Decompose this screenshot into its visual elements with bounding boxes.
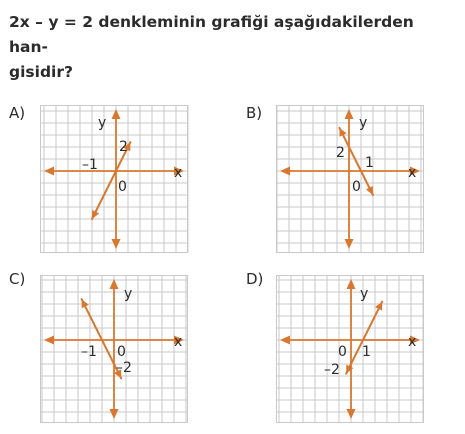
y-intercept-label: –2 — [324, 362, 340, 378]
y-axis-arrow-down — [110, 409, 119, 419]
grid — [276, 105, 424, 253]
option-b-letter[interactable]: B) — [246, 104, 263, 122]
y-intercept-label: –2 — [116, 360, 132, 376]
x-intercept-label: –1 — [81, 344, 97, 360]
x-intercept-label: 1 — [362, 344, 371, 360]
y-intercept-label: 2 — [336, 145, 345, 161]
grid-frame — [41, 106, 188, 253]
question-line-2: gisidir? — [9, 63, 73, 81]
question-line-1: 2x – y = 2 denkleminin grafiği aşağıdakilerden han- — [9, 13, 414, 56]
x-intercept-label: 1 — [365, 155, 374, 171]
grid — [276, 275, 424, 423]
grid — [40, 105, 188, 253]
question-text — [9, 10, 457, 85]
origin-label: 0 — [352, 179, 361, 195]
y-axis-arrow-down — [112, 239, 121, 249]
option-c-letter[interactable]: C) — [9, 270, 26, 288]
x-axis-label: x — [408, 165, 417, 181]
x-axis-label: x — [174, 334, 183, 350]
option-b-graph[interactable] — [276, 105, 424, 253]
x-axis-label: x — [408, 334, 417, 350]
y-axis-label: y — [98, 115, 107, 131]
y-axis-arrow-down — [345, 239, 354, 249]
y-axis-label: y — [124, 286, 133, 302]
x-axis-arrow-left — [280, 167, 290, 176]
option-a-graph[interactable] — [40, 105, 188, 253]
axes — [44, 109, 184, 249]
axes — [44, 279, 184, 419]
origin-label: 0 — [338, 344, 347, 360]
x-axis-arrow-left — [280, 336, 290, 345]
y-axis-arrow-down — [347, 409, 356, 419]
y-intercept-label: 2 — [119, 139, 128, 155]
y-axis-label: y — [359, 115, 368, 131]
origin-label: 0 — [117, 344, 126, 360]
option-a-letter[interactable]: A) — [9, 104, 26, 122]
origin-label: 0 — [118, 179, 127, 195]
x-axis-label: x — [174, 165, 183, 181]
grid-frame — [277, 106, 424, 253]
option-d-graph[interactable] — [276, 275, 424, 423]
x-axis-arrow-left — [44, 336, 54, 345]
x-axis-arrow-left — [44, 167, 54, 176]
option-d-letter[interactable]: D) — [246, 270, 264, 288]
y-axis-label: y — [360, 286, 369, 302]
x-intercept-label: –1 — [82, 157, 98, 173]
option-c-graph[interactable] — [40, 275, 188, 423]
